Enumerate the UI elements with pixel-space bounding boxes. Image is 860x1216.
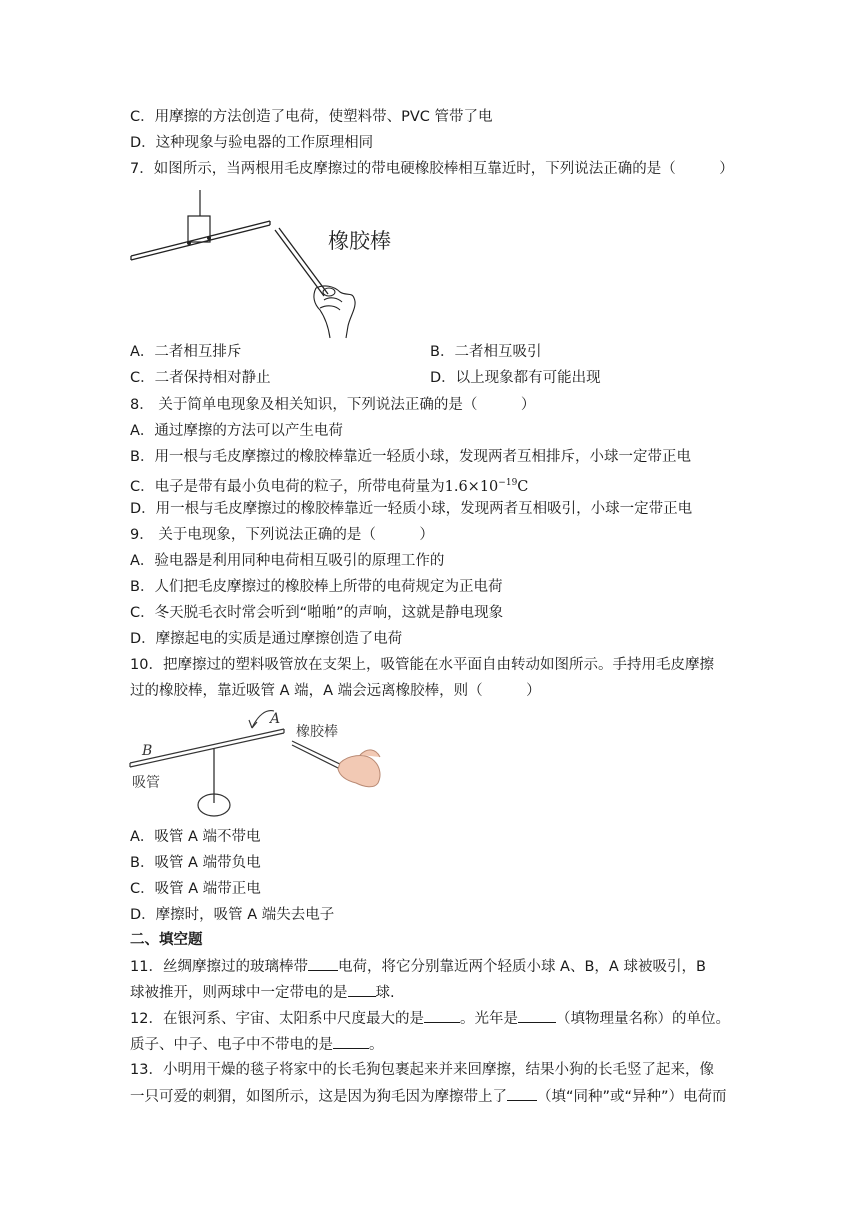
q12-blank-2[interactable]: [518, 1008, 556, 1023]
q12-text-5: 。: [369, 1037, 384, 1053]
q10-label-b: B: [142, 743, 153, 759]
q11-blank-1[interactable]: [308, 956, 338, 971]
q10-label-rod: 橡胶棒: [296, 724, 338, 740]
q10-option-b: B．吸管 A 端带负电: [130, 855, 261, 871]
q7-rubber-rod-figure: [128, 188, 428, 340]
q8-charge-exponent: −19: [498, 478, 518, 488]
q7-figure-label: 橡胶棒: [328, 229, 391, 253]
q7-option-d: D．以上现象都有可能出现: [430, 370, 601, 386]
section-heading-fill-in: 二、填空题: [130, 932, 203, 948]
q10-option-d: D．摩擦时，吸管 A 端失去电子: [130, 907, 335, 923]
q7-stem: 7．如图所示，当两根用毛皮摩擦过的带电硬橡胶棒相互靠近时，下列说法正确的是（ ）: [130, 161, 734, 177]
q12-blank-1[interactable]: [424, 1008, 460, 1023]
q12-line2: [130, 1034, 384, 1055]
q11-text-3: 球被推开，则两球中一定带电的是: [130, 985, 348, 1001]
q13-line2: [130, 1086, 727, 1107]
q12-text-2: 。光年是: [459, 1011, 518, 1027]
q8-option-c-text: C．电子是带有最小负电荷的粒子，所带电荷量为: [130, 479, 445, 495]
q8-option-c: [130, 473, 528, 497]
q11-text-2: 电荷，将它分别靠近两个轻质小球 A、B，A 球被吸引，B: [337, 959, 706, 975]
q11-text-1: 11．丝绸摩擦过的玻璃棒带: [130, 959, 308, 975]
q8-option-a: A．通过摩擦的方法可以产生电荷: [130, 423, 343, 439]
q8-charge-value: 1.6×10: [444, 479, 499, 495]
q6-option-c: C．用摩擦的方法创造了电荷，使塑料带、PVC 管带了电: [130, 109, 493, 125]
q12-blank-3[interactable]: [333, 1034, 369, 1049]
q7-option-c: C．二者保持相对静止: [130, 370, 271, 386]
q9-option-d: D．摩擦起电的实质是通过摩擦创造了电荷: [130, 631, 403, 647]
q9-option-a: A．验电器是利用同种电荷相互吸引的原理工作的: [130, 553, 445, 569]
q9-option-c: C．冬天脱毛衣时常会听到“啪啪”的声响，这就是静电现象: [130, 605, 504, 621]
q6-option-d: D．这种现象与验电器的工作原理相同: [130, 135, 374, 151]
q8-option-d: D．用一根与毛皮摩擦过的橡胶棒靠近一轻质小球，发现两者互相吸引，小球一定带正电: [130, 501, 693, 517]
q7-option-b: B．二者相互吸引: [430, 344, 542, 360]
q10-option-c: C．吸管 A 端带正电: [130, 881, 261, 897]
q13-text-1: 一只可爱的刺猬，如图所示，这是因为狗毛因为摩擦带上了: [130, 1089, 507, 1105]
q10-stem-line1: 10．把摩擦过的塑料吸管放在支架上，吸管能在水平面自由转动如图所示。手持用毛皮摩擦: [130, 657, 714, 673]
q10-option-a: A．吸管 A 端不带电: [130, 829, 261, 845]
q10-stem-line2: 过的橡胶棒，靠近吸管 A 端，A 端会远离橡胶棒，则（ ）: [130, 683, 541, 699]
q10-label-straw: 吸管: [132, 775, 160, 791]
q9-option-b: B．人们把毛皮摩擦过的橡胶棒上所带的电荷规定为正电荷: [130, 579, 503, 595]
q10-label-a: A: [270, 711, 281, 727]
q8-charge-unit: C: [517, 479, 529, 495]
q13-line1: 13．小明用干燥的毯子将家中的长毛狗包裹起来并来回摩擦，结果小狗的长毛竖了起来，像: [130, 1062, 714, 1078]
q8-option-b: B．用一根与毛皮摩擦过的橡胶棒靠近一轻质小球，发现两者互相排斥，小球一定带正电: [130, 449, 691, 465]
q8-stem: 8． 关于简单电现象及相关知识，下列说法正确的是（ ）: [130, 397, 536, 413]
q11-line1: [130, 956, 706, 977]
q12-text-4: 质子、中子、电子中不带电的是: [130, 1037, 333, 1053]
q11-text-4: 球.: [375, 985, 395, 1001]
q10-straw-figure: [128, 703, 388, 825]
q13-blank-1[interactable]: [507, 1086, 537, 1101]
q12-text-1: 12．在银河系、宇宙、太阳系中尺度最大的是: [130, 1011, 424, 1027]
q12-line1: [130, 1008, 730, 1029]
q7-option-a: A．二者相互排斥: [130, 344, 242, 360]
q9-stem: 9． 关于电现象，下列说法正确的是（ ）: [130, 527, 434, 543]
q13-text-2: （填“同种”或“异种”）电荷而: [537, 1089, 727, 1105]
q12-text-3: （填物理量名称）的单位。: [555, 1011, 730, 1027]
q11-line2: [130, 982, 395, 1003]
q11-blank-2[interactable]: [348, 982, 376, 997]
